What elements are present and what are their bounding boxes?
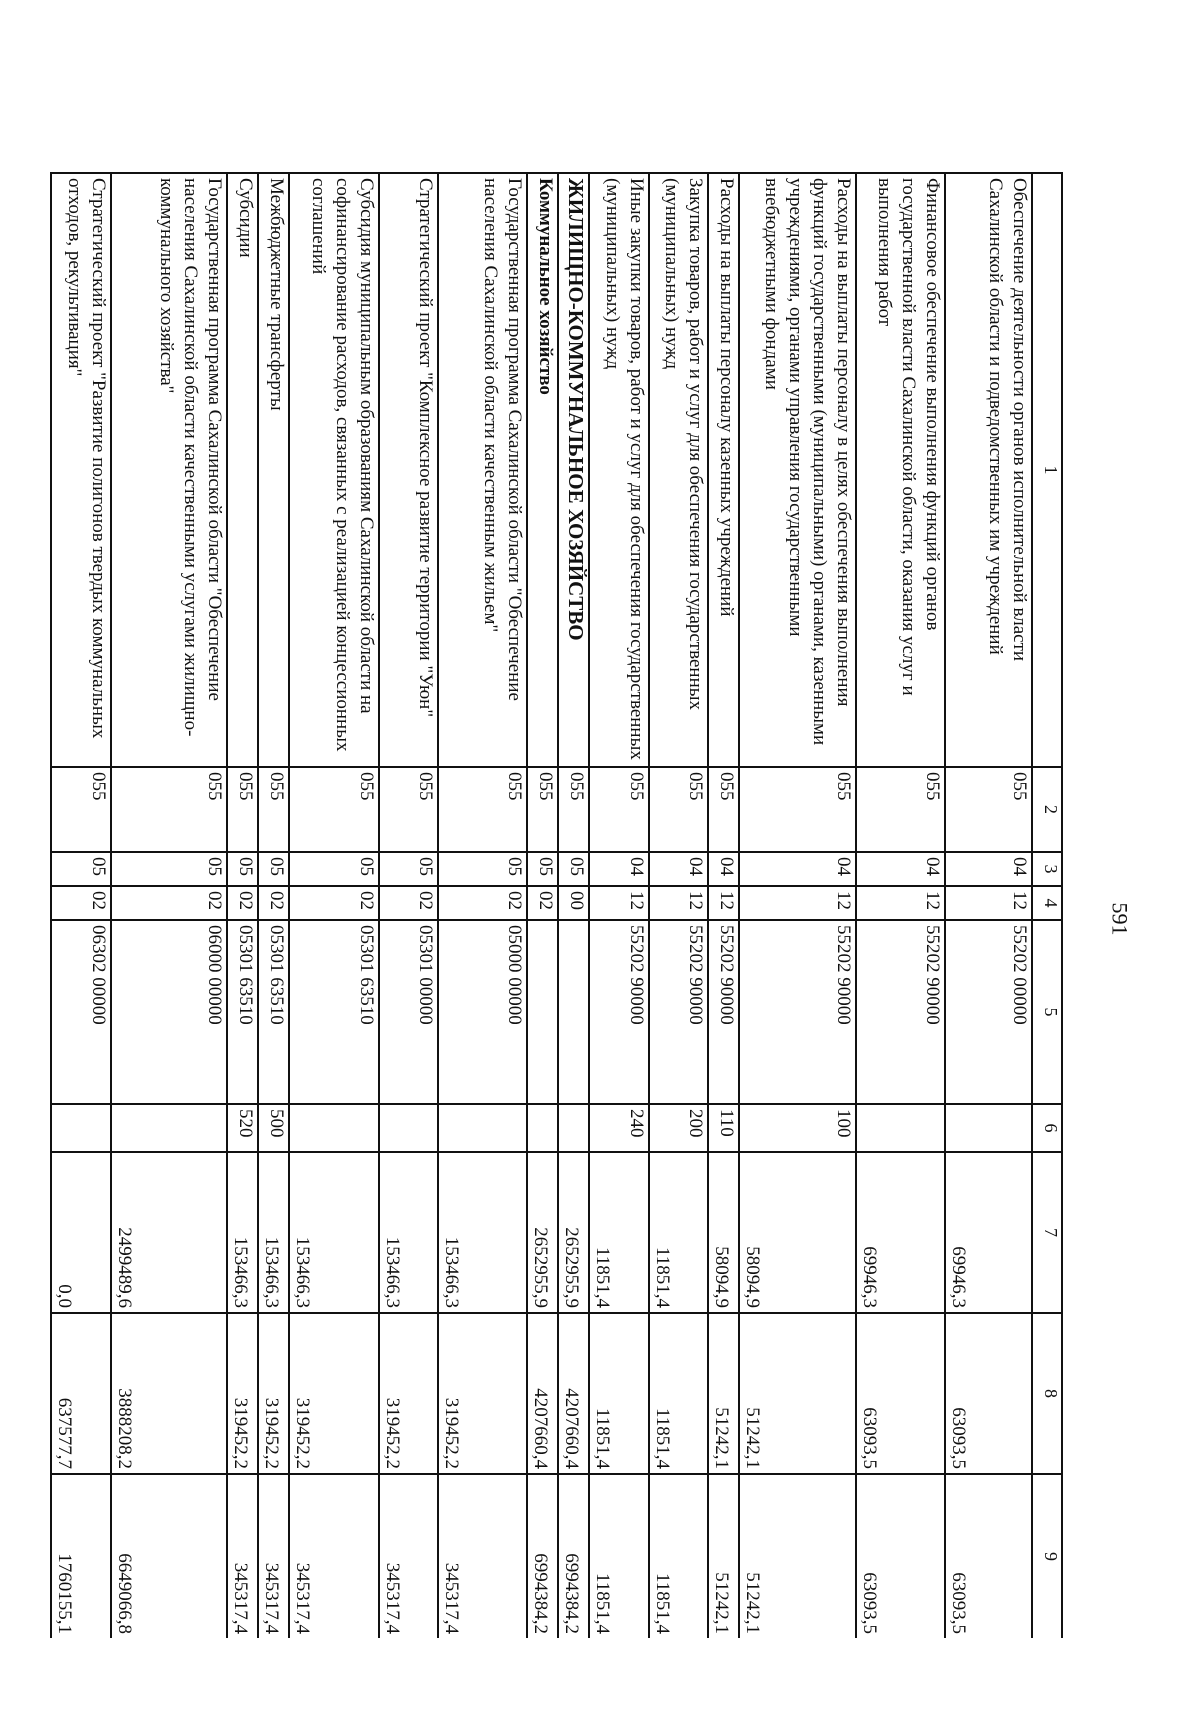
row-code-section: 04 <box>856 852 945 886</box>
row-code-ministry: 055 <box>258 767 289 852</box>
row-name: Межбюджетные трансферты <box>258 173 289 767</box>
row-amount-year2: 63093,5 <box>945 1313 1032 1474</box>
table-row <box>527 173 558 1638</box>
row-code-section: 04 <box>945 852 1032 886</box>
row-code-target: 55202 90000 <box>589 920 649 1104</box>
table-row <box>51 173 111 1638</box>
row-amount-year3: 1760155,1 <box>51 1474 111 1638</box>
row-code-section: 04 <box>649 852 709 886</box>
row-code-expense-type <box>51 1104 111 1152</box>
row-code-ministry: 055 <box>558 767 589 852</box>
row-code-target: 05301 00000 <box>379 920 439 1104</box>
header-cell-9: 9 <box>1032 1474 1062 1638</box>
row-code-target <box>527 920 558 1104</box>
table-row <box>649 173 709 1638</box>
table-row <box>856 173 945 1638</box>
row-code-ministry: 055 <box>379 767 439 852</box>
header-row <box>1032 173 1062 1638</box>
row-code-section: 05 <box>289 852 378 886</box>
table-row <box>227 173 258 1638</box>
row-code-ministry: 055 <box>649 767 709 852</box>
row-amount-year3: 11851,4 <box>649 1474 709 1638</box>
row-code-section: 04 <box>589 852 649 886</box>
row-code-target <box>558 920 589 1104</box>
row-code-ministry: 055 <box>111 767 228 852</box>
row-code-expense-type: 240 <box>589 1104 649 1152</box>
row-amount-year3: 6994384,2 <box>527 1474 558 1638</box>
row-code-ministry: 055 <box>289 767 378 852</box>
row-name: Стратегический проект "Развитие полигонов твердых коммунальных отходов, рекультивация" <box>51 173 111 767</box>
table-row <box>379 173 439 1638</box>
row-code-expense-type <box>438 1104 527 1152</box>
row-code-expense-type <box>111 1104 228 1152</box>
row-code-ministry: 055 <box>227 767 258 852</box>
row-amount-year1: 2652955,9 <box>558 1152 589 1313</box>
row-amount-year1: 58094,9 <box>739 1152 856 1313</box>
row-amount-year2: 11851,4 <box>589 1313 649 1474</box>
table-row <box>438 173 527 1638</box>
row-code-target: 55202 90000 <box>649 920 709 1104</box>
header-cell-5: 5 <box>1032 920 1062 1104</box>
row-name: Закупка товаров, работ и услуг для обеспечения государственных (муниципальных) нужд <box>649 173 709 767</box>
row-code-target: 05000 00000 <box>438 920 527 1104</box>
row-name: Стратегический проект "Комплексное развитие территории "Уюн" <box>379 173 439 767</box>
row-amount-year3: 63093,5 <box>945 1474 1032 1638</box>
row-code-ministry: 055 <box>856 767 945 852</box>
header-cell-3: 3 <box>1032 852 1062 886</box>
row-amount-year2: 51242,1 <box>739 1313 856 1474</box>
row-code-subsection: 12 <box>708 886 739 920</box>
row-name: Государственная программа Сахалинской области "Обеспечение населения Сахалинской области качественным жильем" <box>438 173 527 767</box>
row-code-expense-type <box>558 1104 589 1152</box>
table-row <box>258 173 289 1638</box>
budget-table <box>50 172 1063 1638</box>
row-code-subsection: 02 <box>258 886 289 920</box>
row-amount-year3: 51242,1 <box>739 1474 856 1638</box>
table-row <box>111 173 228 1638</box>
table-rotation-wrapper <box>50 172 1063 1638</box>
row-code-subsection: 12 <box>856 886 945 920</box>
row-code-ministry: 055 <box>438 767 527 852</box>
table-row <box>289 173 378 1638</box>
row-code-ministry: 055 <box>527 767 558 852</box>
table-row <box>708 173 739 1638</box>
row-amount-year3: 6994384,2 <box>558 1474 589 1638</box>
row-code-target: 06302 00000 <box>51 920 111 1104</box>
row-code-expense-type: 200 <box>649 1104 709 1152</box>
row-amount-year1: 153466,3 <box>258 1152 289 1313</box>
row-code-ministry: 055 <box>945 767 1032 852</box>
row-amount-year2: 11851,4 <box>649 1313 709 1474</box>
row-code-subsection: 12 <box>945 886 1032 920</box>
rotated-table-sheet <box>50 172 1063 1638</box>
header-cell-6: 6 <box>1032 1104 1062 1152</box>
row-name: Расходы на выплаты персоналу казенных учреждений <box>708 173 739 767</box>
row-amount-year1: 58094,9 <box>708 1152 739 1313</box>
row-amount-year2: 319452,2 <box>258 1313 289 1474</box>
header-cell-1: 1 <box>1032 173 1062 767</box>
row-amount-year1: 11851,4 <box>589 1152 649 1313</box>
row-name: Субсидия муниципальным образованиям Сахалинской области на софинансирование расходов, связанных с реализацией концессионных соглашений <box>289 173 378 767</box>
row-name: Обеспечение деятельности органов исполнительной власти Сахалинской области и подведомственных им учреждений <box>945 173 1032 767</box>
row-code-section: 04 <box>739 852 856 886</box>
row-code-section: 05 <box>558 852 589 886</box>
row-amount-year3: 345317,4 <box>227 1474 258 1638</box>
row-amount-year2: 3888208,2 <box>111 1313 228 1474</box>
row-code-section: 05 <box>438 852 527 886</box>
header-cell-7: 7 <box>1032 1152 1062 1313</box>
row-amount-year2: 51242,1 <box>708 1313 739 1474</box>
row-code-subsection: 02 <box>227 886 258 920</box>
row-code-target: 55202 90000 <box>856 920 945 1104</box>
row-amount-year2: 4207660,4 <box>527 1313 558 1474</box>
row-code-section: 05 <box>258 852 289 886</box>
row-code-section: 05 <box>527 852 558 886</box>
row-code-subsection: 12 <box>739 886 856 920</box>
row-name: Коммунальное хозяйство <box>527 173 558 767</box>
row-name: Расходы на выплаты персоналу в целях обеспечения выполнения функций государственными (муниципальными) органами, казенными учреждениями, органами управления государственными внебюджетными фондами <box>739 173 856 767</box>
row-code-expense-type: 500 <box>258 1104 289 1152</box>
row-amount-year2: 4207660,4 <box>558 1313 589 1474</box>
row-amount-year3: 11851,4 <box>589 1474 649 1638</box>
row-amount-year2: 319452,2 <box>227 1313 258 1474</box>
row-code-ministry: 055 <box>708 767 739 852</box>
row-amount-year3: 6649066,8 <box>111 1474 228 1638</box>
row-code-ministry: 055 <box>51 767 111 852</box>
row-amount-year3: 345317,4 <box>438 1474 527 1638</box>
row-code-expense-type <box>856 1104 945 1152</box>
row-amount-year2: 63093,5 <box>856 1313 945 1474</box>
row-code-section: 05 <box>111 852 228 886</box>
row-code-subsection: 00 <box>558 886 589 920</box>
row-code-subsection: 02 <box>51 886 111 920</box>
row-amount-year2: 319452,2 <box>438 1313 527 1474</box>
row-code-section: 05 <box>51 852 111 886</box>
row-amount-year1: 153466,3 <box>227 1152 258 1313</box>
row-code-target: 55202 90000 <box>708 920 739 1104</box>
row-name: Финансовое обеспечение выполнения функций органов государственной власти Сахалинской области, оказания услуг и выполнения работ <box>856 173 945 767</box>
row-code-ministry: 055 <box>589 767 649 852</box>
row-code-target: 05301 63510 <box>258 920 289 1104</box>
row-code-target: 55202 90000 <box>739 920 856 1104</box>
row-code-expense-type: 110 <box>708 1104 739 1152</box>
row-amount-year2: 319452,2 <box>289 1313 378 1474</box>
row-amount-year1: 153466,3 <box>289 1152 378 1313</box>
row-amount-year1: 153466,3 <box>438 1152 527 1313</box>
row-code-section: 05 <box>379 852 439 886</box>
row-amount-year3: 345317,4 <box>258 1474 289 1638</box>
row-code-subsection: 02 <box>111 886 228 920</box>
row-amount-year3: 63093,5 <box>856 1474 945 1638</box>
row-name: Государственная программа Сахалинской области "Обеспечение населения Сахалинской области качественными услугами жилищно-коммунального хозяйства" <box>111 173 228 767</box>
row-amount-year2: 637577,7 <box>51 1313 111 1474</box>
table-row <box>945 173 1032 1638</box>
row-code-target: 05301 63510 <box>289 920 378 1104</box>
row-code-section: 04 <box>708 852 739 886</box>
row-amount-year3: 345317,4 <box>379 1474 439 1638</box>
row-code-subsection: 02 <box>527 886 558 920</box>
row-code-expense-type <box>945 1104 1032 1152</box>
row-code-target: 55202 00000 <box>945 920 1032 1104</box>
row-code-subsection: 12 <box>649 886 709 920</box>
row-code-subsection: 02 <box>379 886 439 920</box>
table-row <box>558 173 589 1638</box>
table-row <box>739 173 856 1638</box>
row-code-expense-type: 520 <box>227 1104 258 1152</box>
row-amount-year3: 345317,4 <box>289 1474 378 1638</box>
row-code-subsection: 02 <box>438 886 527 920</box>
row-code-subsection: 12 <box>589 886 649 920</box>
page-number: 591 <box>1107 902 1133 936</box>
row-code-section: 05 <box>227 852 258 886</box>
row-code-expense-type <box>379 1104 439 1152</box>
row-amount-year1: 11851,4 <box>649 1152 709 1313</box>
row-code-expense-type: 100 <box>739 1104 856 1152</box>
row-name: Субсидии <box>227 173 258 767</box>
row-code-target: 05301 63510 <box>227 920 258 1104</box>
row-name: ЖИЛИЩНО-КОММУНАЛЬНОЕ ХОЗЯЙСТВО <box>558 173 589 767</box>
row-code-expense-type <box>527 1104 558 1152</box>
row-amount-year1: 2499489,6 <box>111 1152 228 1313</box>
header-cell-2: 2 <box>1032 767 1062 852</box>
row-code-ministry: 055 <box>739 767 856 852</box>
row-name: Иные закупки товаров, работ и услуг для обеспечения государственных (муниципальных) нужд <box>589 173 649 767</box>
header-cell-4: 4 <box>1032 886 1062 920</box>
row-amount-year3: 51242,1 <box>708 1474 739 1638</box>
row-code-target: 06000 00000 <box>111 920 228 1104</box>
row-amount-year1: 69946,3 <box>945 1152 1032 1313</box>
row-amount-year1: 69946,3 <box>856 1152 945 1313</box>
header-cell-8: 8 <box>1032 1313 1062 1474</box>
row-amount-year1: 2652955,9 <box>527 1152 558 1313</box>
row-amount-year1: 153466,3 <box>379 1152 439 1313</box>
row-code-expense-type <box>289 1104 378 1152</box>
row-amount-year1: 0,0 <box>51 1152 111 1313</box>
row-amount-year2: 319452,2 <box>379 1313 439 1474</box>
table-row <box>589 173 649 1638</box>
row-code-subsection: 02 <box>289 886 378 920</box>
